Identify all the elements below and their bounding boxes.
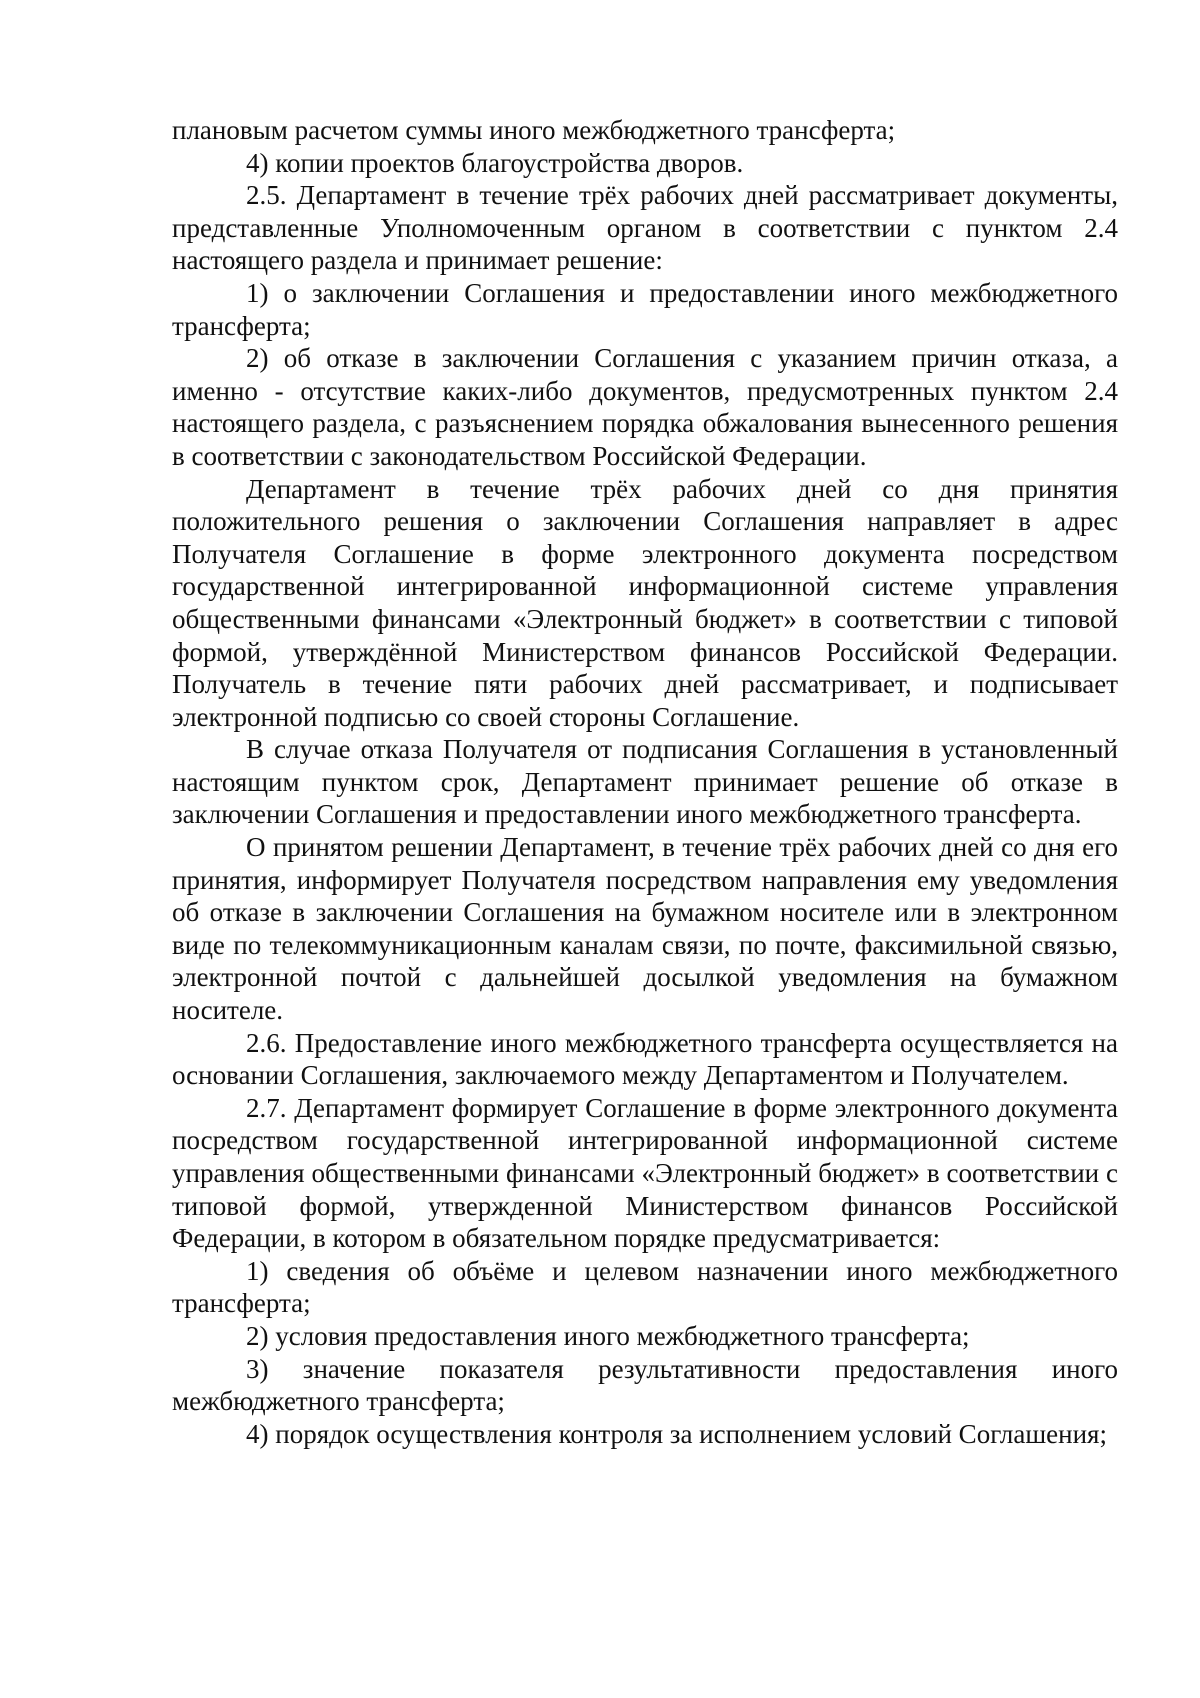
paragraph-8: О принятом решении Департамент, в течение трёх рабочих дней со дня его принятия, информирует Получателя посредством направления ему уведомления об отказе в заключении Соглашения на бумажном носителе или в электронном виде по телекоммуникационным каналам связи, по почте, факсимильной связью, электронной почтой с дальнейшей досылкой уведомления на бумажном носителе. — [172, 832, 1118, 1026]
paragraph-5: 2) об отказе в заключении Соглашения с указанием причин отказа, а именно - отсутствие каких-либо документов, предусмотренных пунктом 2.4 настоящего раздела, с разъяснением порядка обжалования вынесенного решения в соответствии с законодательством Российской Федерации. — [172, 343, 1118, 471]
document-page — [172, 114, 1118, 1450]
paragraph-12: 2) условия предоставления иного межбюджетного трансферта; — [246, 1320, 970, 1351]
paragraph-2: 4) копии проектов благоустройства дворов. — [246, 147, 744, 178]
paragraph-11: 1) сведения об объёме и целевом назначении иного межбюджетного трансферта; — [172, 1255, 1118, 1319]
paragraph-7: В случае отказа Получателя от подписания Соглашения в установленный настоящим пунктом срок, Департамент принимает решение об отказе в заключении Соглашения и предоставлении иного межбюджетного трансферта. — [172, 734, 1118, 830]
paragraph-6: Департамент в течение трёх рабочих дней со дня принятия положительного решения о заключении Соглашения направляет в адрес Получателя Соглашение в форме электронного документа посредством государственной интегрированной информационной системе управления общественными финансами «Электронный бюджет» в соответствии с типовой формой, утверждённой Министерством финансов Российской Федерации. Получатель в течение пяти рабочих дней рассматривает, и подписывает электронной подписью со своей стороны Соглашение. — [172, 473, 1118, 732]
paragraph-3: 2.5. Департамент в течение трёх рабочих дней рассматривает документы, представленные Уполномоченным органом в соответствии с пунктом 2.4 настоящего раздела и принимает решение: — [172, 180, 1118, 276]
paragraph-14: 4) порядок осуществления контроля за исполнением условий Соглашения; — [246, 1418, 1107, 1449]
paragraph-13: 3) значение показателя результативности предоставления иного межбюджетного трансферта; — [172, 1353, 1118, 1417]
paragraph-9: 2.6. Предоставление иного межбюджетного трансферта осуществляется на основании Соглашения, заключаемого между Департаментом и Получателем. — [172, 1027, 1118, 1091]
paragraph-1: плановым расчетом суммы иного межбюджетного трансферта; — [172, 115, 896, 145]
paragraph-4: 1) о заключении Соглашения и предоставлении иного межбюджетного трансферта; — [172, 277, 1118, 341]
paragraph-10: 2.7. Департамент формирует Соглашение в форме электронного документа посредством государственной интегрированной информационной системе управления общественными финансами «Электронный бюджет» в соответствии с типовой формой, утвержденной Министерством финансов Российской Федерации, в котором в обязательном порядке предусматривается: — [172, 1092, 1118, 1254]
